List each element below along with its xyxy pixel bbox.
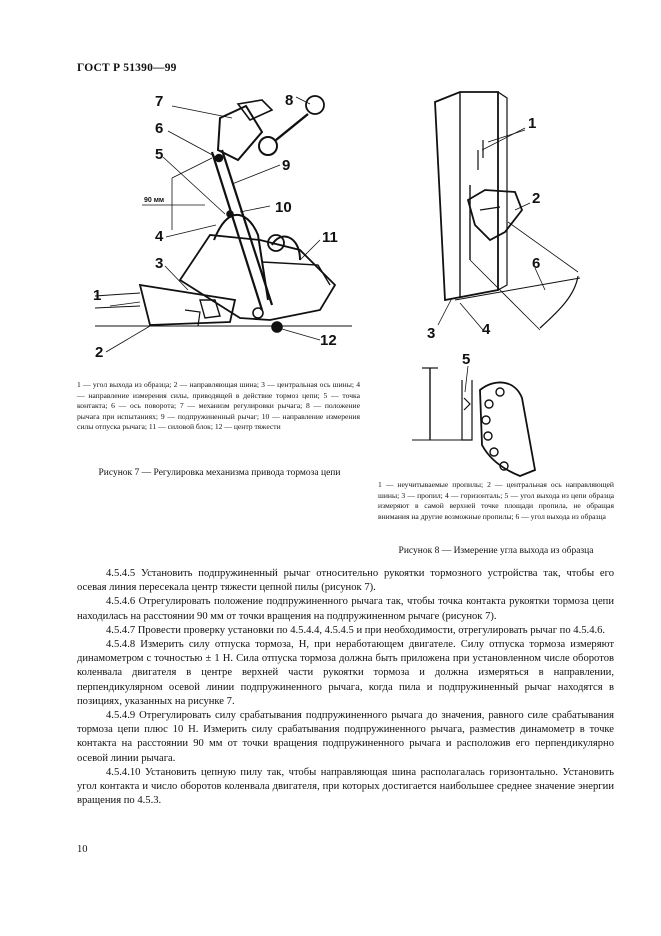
figure8-legend: 1 — неучитываемые пропилы; 2 — центральная ось направляющей шины; 3 — пропил; 4 — горизонталь; 5 — угол выхода из цепи образца измеряют в самой верхней точке площади пропила, не обращая внимания на другие возможные пропилы; 6 — угол выхода из образца xyxy=(378,480,614,521)
paragraph-4-5-4-5: 4.5.4.5 Установить подпружиненный рычаг относительно рукоятки тормозного устройства так, чтобы его осевая линия пересекала центр тяжести цепной пилы (рисунок 7). xyxy=(77,568,614,594)
fig7-label-9: 9 xyxy=(282,157,291,174)
figure7-drawing xyxy=(95,96,352,352)
fig7-label-10: 10 xyxy=(275,199,292,216)
fig8-label-4: 4 xyxy=(482,321,491,338)
fig7-label-2: 2 xyxy=(95,344,104,361)
paragraph-4-5-4-7: 4.5.4.7 Провести проверку установки по 4.5.4.4, 4.5.4.5 и при необходимости, отрегулировать рычаг по 4.5.4.6. xyxy=(106,624,606,636)
fig7-label-7: 7 xyxy=(155,93,164,110)
fig8-label-5: 5 xyxy=(462,351,471,368)
paragraph-4-5-4-8: 4.5.4.8 Измерить силу отпуска тормоза, Н, при неработающем двигателе. Силу отпуска тормоза измеряют динамометром с точностью ± 1 Н. Сила отпуска тормоза должна быть приложена при установленном числе оборотов коленвала двигателя в центре верхней части рукоятки тормоза и должна измеряться в направлении, перпендикулярном осевой линии подпружиненного рычага, когда пила и подпружиненный рычаг находятся в позициях, указанных на рисунке 7. xyxy=(77,639,614,707)
fig7-dimension: 90 мм xyxy=(144,197,165,204)
figure8-drawing xyxy=(412,92,580,476)
fig7-label-3: 3 xyxy=(155,255,164,272)
figure7-caption: Рисунок 7 — Регулировка механизма привода тормоза цепи xyxy=(98,468,341,478)
fig8-label-3: 3 xyxy=(427,325,436,342)
fig7-label-8: 8 xyxy=(285,92,294,109)
fig7-label-11: 11 xyxy=(322,229,338,246)
fig8-label-2: 2 xyxy=(532,190,541,207)
page-number: 10 xyxy=(77,844,88,855)
paragraph-4-5-4-9: 4.5.4.9 Отрегулировать силу срабатывания подпружиненного рычага до значения, равного силе срабатывания тормоза цепи плюс 10 Н. Измерить силу срабатывания подпружиненного рычага, разместив динамометр в точке контакта на расстоянии 90 мм от точки вращения подпружиненного рычага и расположив его перпендикулярно осевой линии рычага. xyxy=(77,710,614,764)
fig7-label-4: 4 xyxy=(155,228,164,245)
document-header: ГОСТ Р 51390—99 xyxy=(77,62,177,74)
fig8-label-1: 1 xyxy=(528,115,537,132)
fig7-label-5: 5 xyxy=(155,146,164,163)
fig7-label-6: 6 xyxy=(155,120,164,137)
figure7-legend: 1 — угол выхода из образца; 2 — направляющая шина; 3 — центральная ось шины; 4 — направление измерения силы, приводящей в действие тормоз цепи; 5 — точка контакта; 6 — ось поворота; 7 — механизм регулировки рычага; 8 — положение рычага при испытаниях; 9 — подпружиненный рычаг; 10 — направление измерения силы отпуска рычага; 11 — силовой блок; 12 — центр тяжести xyxy=(77,380,360,431)
figure8-caption: Рисунок 8 — Измерение угла выхода из образца xyxy=(398,546,594,556)
paragraph-4-5-4-6: 4.5.4.6 Отрегулировать положение подпружиненного рычага так, чтобы точка контакта рукоятки тормоза цепи находилась на расстоянии 90 мм от точки вращения на подпружиненном рычаге (рисунок 7). xyxy=(77,596,614,622)
fig8-label-6: 6 xyxy=(532,255,541,272)
fig7-label-1: 1 xyxy=(93,287,102,304)
fig7-label-12: 12 xyxy=(320,332,337,349)
body-text xyxy=(77,567,614,808)
paragraph-4-5-4-10: 4.5.4.10 Установить цепную пилу так, чтобы направляющая шина располагалась горизонтально. Установить угол контакта и число оборотов коленвала двигателя, при которых достигается наибольшее среднее значение энергии вращения по 4.5.3. xyxy=(77,766,614,807)
